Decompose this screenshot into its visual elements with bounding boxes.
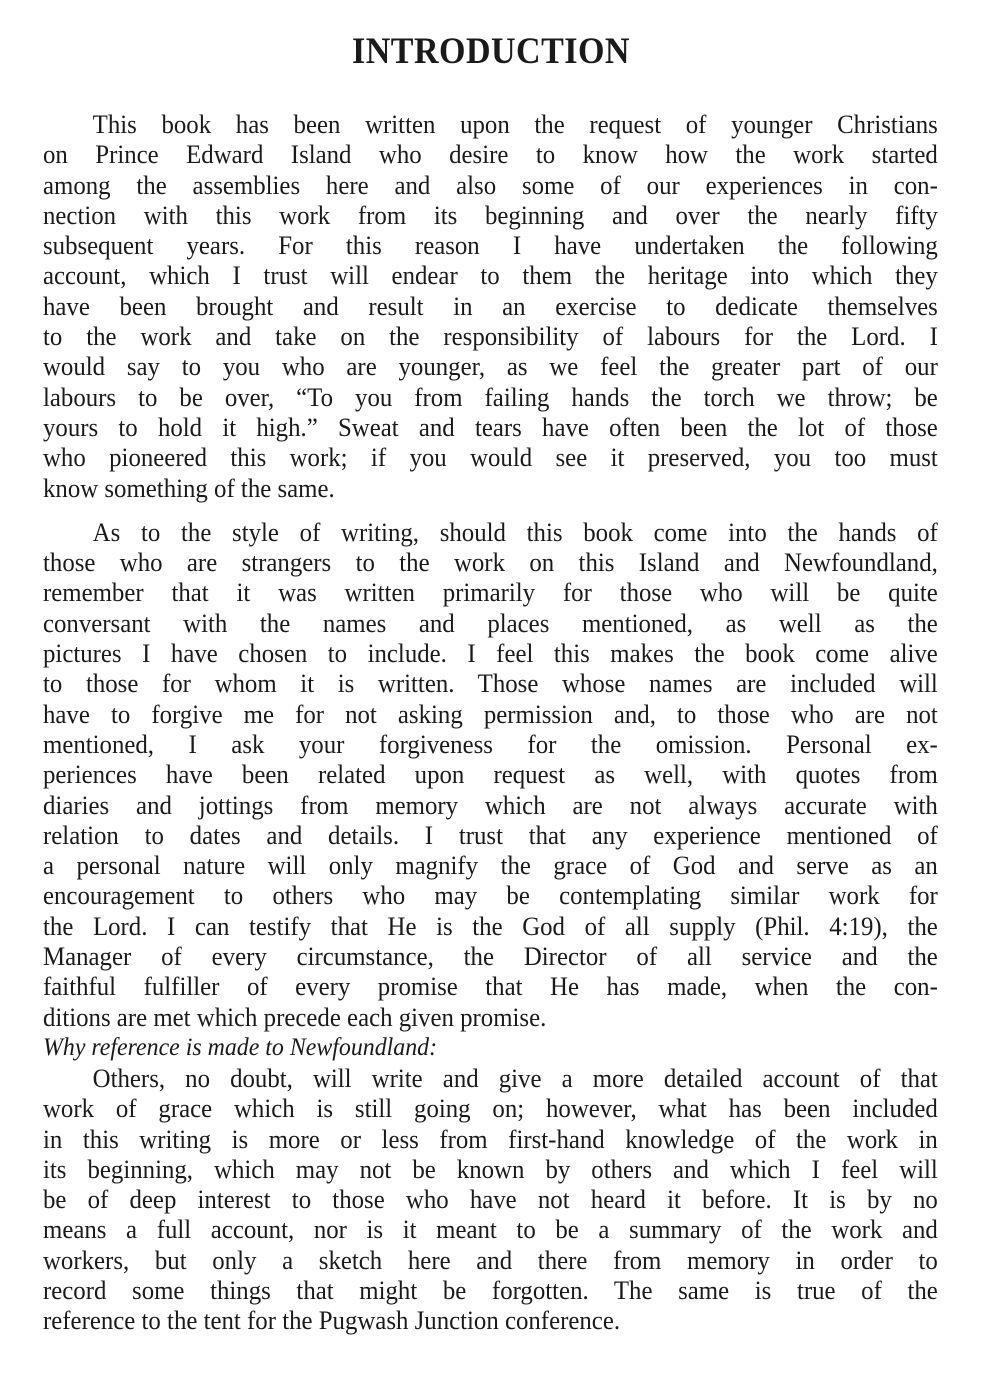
text-line: remember that it was written primarily for those who will be quite <box>43 578 938 608</box>
paragraph-spacer <box>43 504 938 518</box>
text-line: would say to you who are younger, as we feel the greater part of our <box>43 352 938 382</box>
paragraph-1 <box>43 110 938 504</box>
text-line: be of deep interest to those who have not heard it before. It is by no <box>43 1185 938 1215</box>
text-line: have to forgive me for not asking permission and, to those who are not <box>43 699 938 729</box>
text-line: the Lord. I can testify that He is the God of all supply (Phil. 4:19), the <box>43 911 938 941</box>
text-line: diaries and jottings from memory which are not always accurate with <box>43 790 938 820</box>
page-title: INTRODUCTION <box>352 31 630 72</box>
text-line: work of grace which is still going on; however, what has been included <box>43 1094 938 1124</box>
text-line: relation to dates and details. I trust that any experience mentioned of <box>43 820 938 850</box>
text-line: Others, no doubt, will write and give a more detailed account of that <box>92 1063 938 1093</box>
text-line: nection with this work from its beginning and over the nearly fifty <box>43 200 938 230</box>
text-line: to the work and take on the responsibility of labours for the Lord. I <box>43 322 938 352</box>
paragraph-2 <box>43 518 938 1033</box>
text-line: know something of the same. <box>43 473 335 503</box>
text-line: have been brought and result in an exercise to dedicate themselves <box>43 291 938 321</box>
text-line: record some things that might be forgotten. The same is true of the <box>43 1275 938 1305</box>
text-line: reference to the tent for the Pugwash Junction conference. <box>43 1306 621 1336</box>
text-line: those who are strangers to the work on this Island and Newfoundland, <box>43 548 938 578</box>
text-line: ditions are met which precede each given promise. <box>43 1002 547 1032</box>
text-line: a personal nature will only magnify the grace of God and serve as an <box>43 851 938 881</box>
text-line: yours to hold it high.” Sweat and tears have often been the lot of those <box>43 412 938 442</box>
page-body <box>43 110 938 1337</box>
text-line: account, which I trust will endear to them the heritage into which they <box>43 261 938 291</box>
text-line: means a full account, nor is it meant to be a summary of the work and <box>43 1215 938 1245</box>
text-line: to those for whom it is written. Those whose names are included will <box>43 669 938 699</box>
text-line: its beginning, which may not be known by others and which I feel will <box>43 1154 938 1184</box>
text-line: conversant with the names and places mentioned, as well as the <box>43 608 938 638</box>
text-line: faithful fulfiller of every promise that He has made, when the con- <box>43 972 938 1002</box>
text-line: subsequent years. For this reason I have undertaken the following <box>43 231 938 261</box>
text-line: periences have been related upon request as well, with quotes from <box>43 760 938 790</box>
paragraph-3 <box>43 1064 938 1337</box>
text-line: As to the style of writing, should this book come into the hands of <box>92 517 938 547</box>
text-line: workers, but only a sketch here and there from memory in order to <box>43 1245 938 1275</box>
text-line: among the assemblies here and also some of our experiences in con- <box>43 170 938 200</box>
section-subheading: Why reference is made to Newfoundland: <box>43 1033 438 1061</box>
text-line: who pioneered this work; if you would see it preserved, you too must <box>43 443 938 473</box>
text-line: Manager of every circumstance, the Director of all service and the <box>43 942 938 972</box>
text-line: on Prince Edward Island who desire to know how the work started <box>43 140 938 170</box>
text-line: labours to be over, “To you from failing hands the torch we throw; be <box>43 382 938 412</box>
text-line: mentioned, I ask your forgiveness for the omission. Personal ex- <box>43 729 938 759</box>
text-line: encouragement to others who may be contemplating similar work for <box>43 881 938 911</box>
text-line: pictures I have chosen to include. I feel this makes the book come alive <box>43 639 938 669</box>
text-line: in this writing is more or less from first-hand knowledge of the work in <box>43 1124 938 1154</box>
text-line: This book has been written upon the request of younger Christians <box>92 110 938 139</box>
